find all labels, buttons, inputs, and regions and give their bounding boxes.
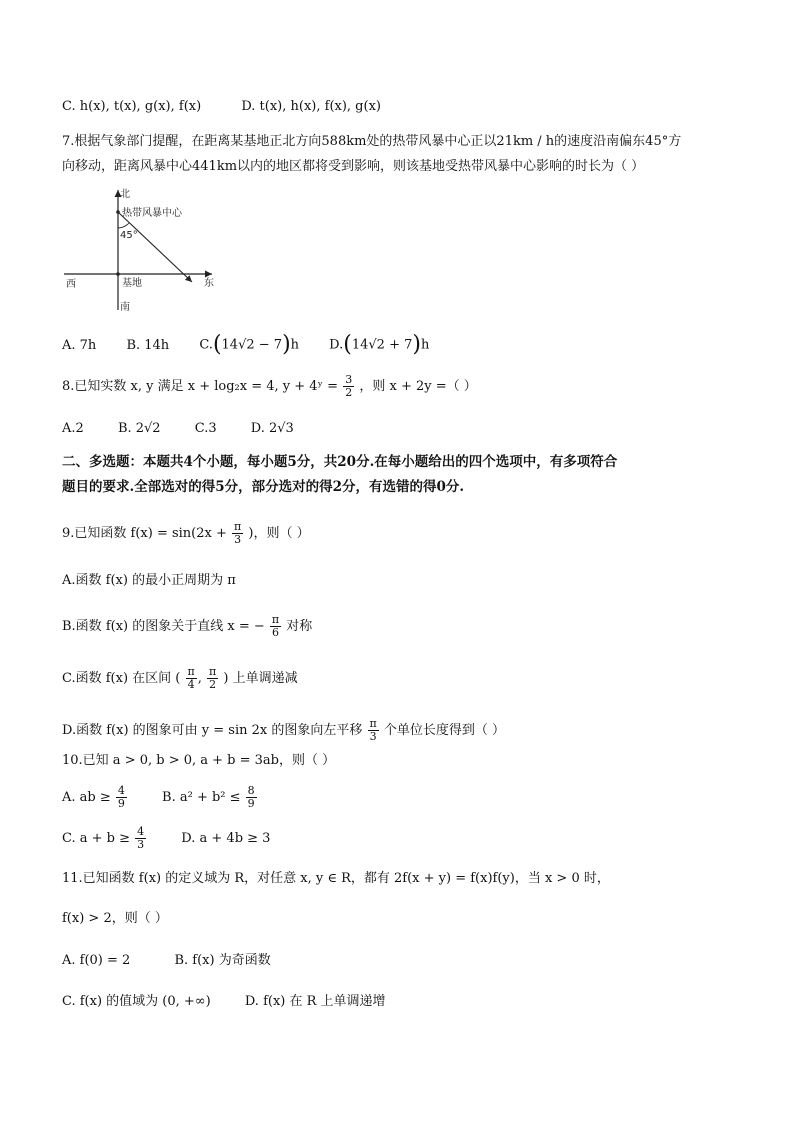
label-east: 东 [204, 278, 214, 289]
q10-option-a: A. ab ≥ $\frac{4}{9}$ [62, 784, 125, 810]
q7-option-c: C.(14√2 − 7)h [199, 332, 300, 357]
q7-option-d: D.(14√2 + 7)h [329, 332, 430, 357]
q10-option-b: B. a² + b² ≤ $\frac{8}{9}$ [162, 784, 255, 810]
q9-fraction: $\frac{\pi}{3}$ [234, 520, 242, 546]
q11-option-d: D. f(x) 在 R 上单调递增 [244, 994, 386, 1009]
q9-option-c: C.函数 f(x) 在区间 ( $\frac{\pi}{4}$ , $\frac{\pi}{2}$ ) 上单调递减 [62, 665, 298, 691]
q10-option-d: D. a + 4b ≥ 3 [181, 831, 271, 846]
q11-options-row1 [62, 952, 297, 970]
q7-stem-line1: 7.根据气象部门提醒，在距离某基地正北方向588km处的热带风暴中心正以21km / h的速度沿南偏东45°方 [62, 134, 682, 149]
q8-option-b: B. 2√2 [117, 421, 161, 436]
q7-option-a: A. 7h [62, 337, 97, 353]
storm-path-arrow [118, 212, 192, 282]
section-2-heading-line2: 题目的要求.全部选对的得5分，部分选对的得2分，有选错的得0分. [62, 479, 465, 495]
q8-option-a: A.2 [62, 421, 84, 436]
q8-option-c: C.3 [194, 421, 217, 436]
label-base: 基地 [122, 278, 142, 289]
q7-compass-diagram [62, 186, 222, 316]
q8-option-d: D. 2√3 [250, 421, 294, 436]
label-west: 西 [66, 279, 76, 290]
q10-option-c: C. a + b ≥ $\frac{4}{3}$ [62, 825, 145, 851]
storm-center-point [116, 210, 120, 214]
q9-option-b: B.函数 f(x) 的图象关于直线 x = − $\frac{\pi}{6}$ 对称 [62, 613, 313, 639]
q11-stem-line2: f(x) > 2，则（ ） [62, 911, 168, 926]
label-storm-center: 热带风暴中心 [122, 208, 182, 219]
q9-stem: 9.已知函数 f(x) = sin(2x + $\frac{\pi}{3}$ )，则（ ） [62, 520, 310, 546]
angle-arc [118, 223, 129, 228]
label-south: 南 [120, 302, 130, 313]
q11-stem-line1: 11.已知函数 f(x) 的定义域为 R，对任意 x, y ∈ R，都有 2f(x + y) = f(x)f(y)，当 x > 0 时， [62, 871, 610, 886]
q9-option-d: D.函数 f(x) 的图象可由 y = sin 2x 的图象向左平移 $\frac{\pi}{3}$ 个单位长度得到（ ） [62, 717, 506, 743]
q7-option-b: B. 14h [126, 337, 170, 353]
q7-stem-line2: 向移动，距离风暴中心441km以内的地区都将受到影响，则该基地受热带风暴中心影响的时长为（ ） [62, 159, 645, 174]
q7-options-row [62, 332, 455, 357]
q8-stem: 8.已知实数 x, y 满足 x + log₂x = 4, y + 4ʸ = $\frac{3}{2}$ ，则 x + 2y =（ ） [62, 373, 477, 399]
label-angle: 45° [120, 230, 138, 241]
q10-options-row2 [62, 826, 296, 851]
q11-option-a: A. f(0) = 2 [62, 953, 131, 968]
q10-stem: 10.已知 a > 0, b > 0, a + b = 3ab，则（ ） [62, 753, 336, 768]
base-point [116, 272, 120, 276]
label-north: 北 [120, 189, 130, 200]
q9-option-a: A.函数 f(x) 的最小正周期为 π [62, 573, 236, 588]
q8-fraction: $\frac{3}{2}$ [345, 373, 353, 399]
q8-options-row [62, 420, 320, 438]
section-2-heading-line1: 二、多选题：本题共4个小题，每小题5分，共20分.在每小题给出的四个选项中，有多项符合 [62, 454, 618, 470]
q11-option-c: C. f(x) 的值域为 (0, +∞) [62, 994, 211, 1009]
q11-option-b: B. f(x) 为奇函数 [174, 953, 271, 968]
q6-option-d: D. t(x), h(x), f(x), g(x) [241, 99, 381, 114]
q10-options-row1 [62, 785, 284, 810]
q6-option-c: C. h(x), t(x), g(x), f(x) [62, 99, 202, 114]
q11-options-row2 [62, 993, 412, 1011]
q6-options-row [62, 98, 407, 116]
